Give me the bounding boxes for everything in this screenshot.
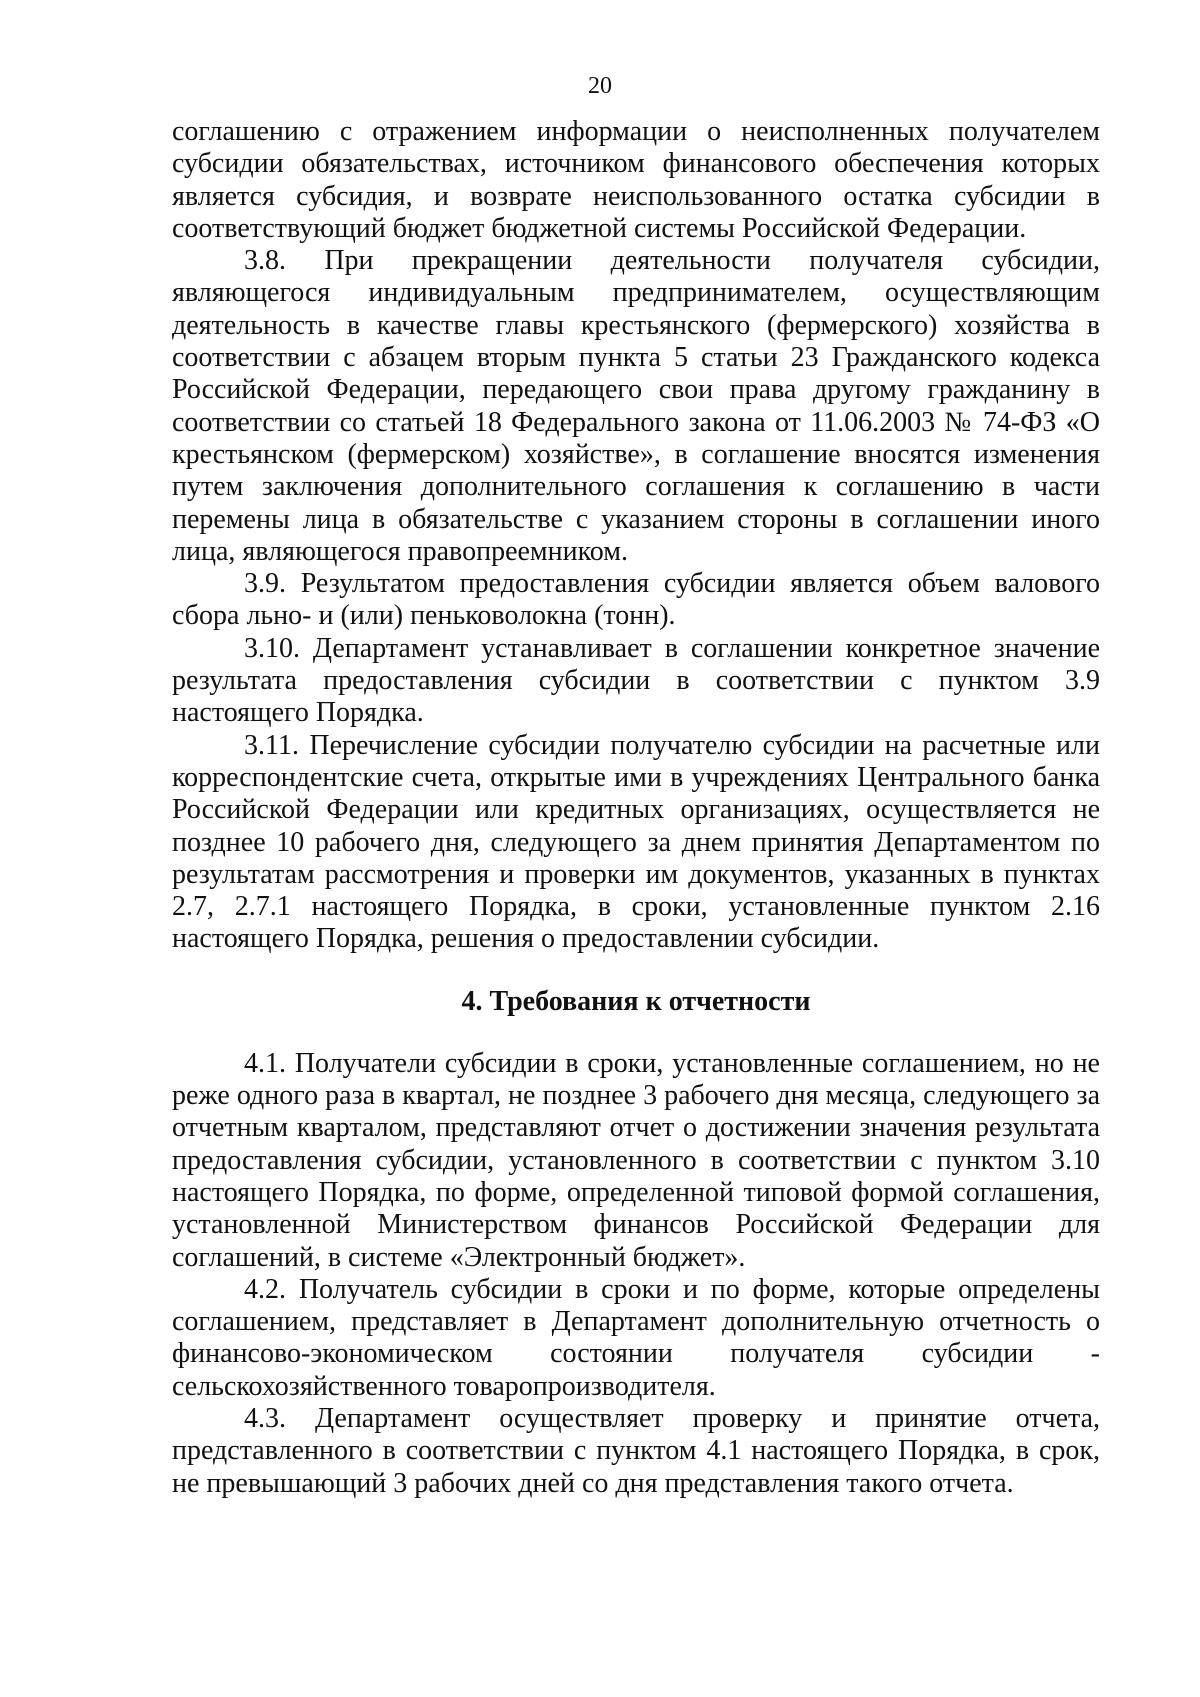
- paragraph-continuation: соглашению с отражением информации о неисполненных получателем субсидии обязательствах, источником финансового обеспечения которых является субсидия, и возврате неиспользованного остатка субсидии в соответствующий бюджет бюджетной системы Российской Федерации.: [172, 116, 1100, 244]
- paragraph-3-11: 3.11. Перечисление субсидии получателю субсидии на расчетные или корреспондентские счета, открытые ими в учреждениях Центрального банка Российской Федерации или кредитных организациях, осуществляется не позднее 10 рабочего дня, следующего за днем принятия Департаментом по результатам рассмотрения и проверки им документов, указанных в пунктах 2.7, 2.7.1 настоящего Порядка, в сроки, установленные пунктом 2.16 настоящего Порядка, решения о предоставлении субсидии.: [172, 729, 1100, 955]
- paragraph-3-9: 3.9. Результатом предоставления субсидии является объем валового сбора льно- и (или) пеньковолокна (тонн).: [172, 568, 1100, 632]
- document-body: [172, 116, 1100, 1500]
- page-number: 20: [588, 73, 612, 99]
- paragraph-3-8: 3.8. При прекращении деятельности получателя субсидии, являющегося индивидуальным предпринимателем, осуществляющим деятельность в качестве главы крестьянского (фермерского) хозяйства в соответствии с абзацем вторым пункта 5 статьи 23 Гражданского кодекса Российской Федерации, передающего свои права другому гражданину в соответствии со статьей 18 Федерального закона от 11.06.2003 № 74-ФЗ «О крестьянском (фермерском) хозяйстве», в соглашение вносятся изменения путем заключения дополнительного соглашения к соглашению в части перемены лица в обязательстве с указанием стороны в соглашении иного лица, являющегося правопреемником.: [172, 245, 1100, 567]
- paragraph-3-10: 3.10. Департамент устанавливает в соглашении конкретное значение результата предоставления субсидии в соответствии с пунктом 3.9 настоящего Порядка.: [172, 632, 1100, 729]
- paragraph-4-2: 4.2. Получатель субсидии в сроки и по форме, которые определены соглашением, представляет в Департамент дополнительную отчетность о финансово-экономическом состоянии получателя субсидии - сельскохозяйственного товаропроизводителя.: [172, 1273, 1100, 1402]
- paragraph-4-3: 4.3. Департамент осуществляет проверку и принятие отчета, представленного в соответствии с пунктом 4.1 настоящего Порядка, в срок, не превышающий 3 рабочих дней со дня представления такого отчета.: [172, 1402, 1100, 1499]
- section-heading: 4. Требования к отчетности: [461, 985, 811, 1017]
- paragraph-4-1: 4.1. Получатели субсидии в сроки, установленные соглашением, но не реже одного раза в квартал, не позднее 3 рабочего дня месяца, следующего за отчетным кварталом, представляют отчет о достижении значения результата предоставления субсидии, установленного в соответствии с пунктом 3.10 настоящего Порядка, по форме, определенной типовой формой соглашения, установленной Министерством финансов Российской Федерации для соглашений, в системе «Электронный бюджет».: [172, 1047, 1100, 1273]
